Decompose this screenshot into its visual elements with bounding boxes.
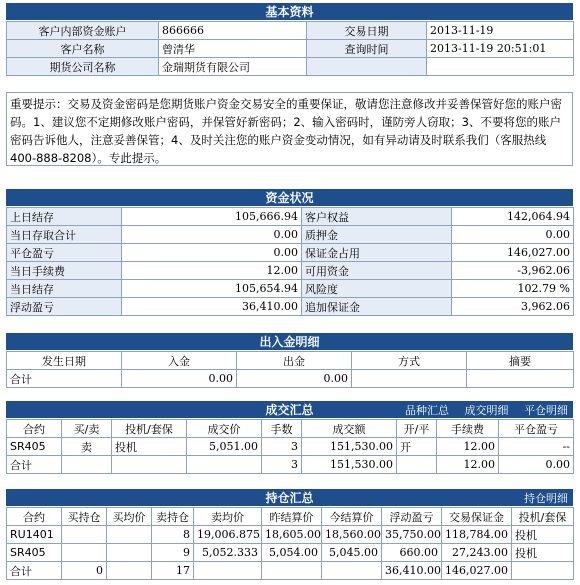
funds-value: 0.00 <box>122 226 302 244</box>
funds-value: -3,962.06 <box>452 262 574 280</box>
funds-row <box>7 226 574 244</box>
position-detail-link[interactable]: 持仓明细 <box>524 492 568 505</box>
trades-table <box>6 419 574 474</box>
empty-cell <box>352 370 467 388</box>
funds-label: 可用资金 <box>302 262 452 280</box>
sell-avg-cell: 5,052.333 <box>194 544 262 562</box>
col-header: 出金 <box>237 352 352 370</box>
float-pnl-cell: 35,750.00 <box>382 526 442 544</box>
contract-cell: SR405 <box>7 544 62 562</box>
contract-cell: SR405 <box>7 438 62 456</box>
col-header: 方式 <box>352 352 467 370</box>
query-time-label: 查询时间 <box>307 40 427 58</box>
buy-avg-cell <box>107 526 152 544</box>
variety-summary-link[interactable]: 品种汇总 <box>405 404 449 417</box>
col-header: 开/平 <box>397 420 437 438</box>
trades-title: 成交汇总 <box>265 403 314 417</box>
trades-total-row <box>7 456 574 474</box>
sell-cell: 8 <box>152 526 194 544</box>
col-header: 买/卖 <box>62 420 112 438</box>
inout-table <box>6 351 574 388</box>
client-name-value: 曾清华 <box>159 40 307 58</box>
funds-row <box>7 262 574 280</box>
col-header: 交易保证金 <box>442 508 512 526</box>
empty-cell <box>62 456 112 474</box>
total-buy: 0 <box>62 562 107 580</box>
col-header: 买持仓 <box>62 508 107 526</box>
inout-header: 出入金明细 <box>6 333 573 350</box>
funds-label: 保证金占用 <box>302 244 452 262</box>
pnl-cell: -- <box>499 438 574 456</box>
positions-links <box>512 490 568 507</box>
buy-avg-cell <box>107 544 152 562</box>
prev-settle-cell: 18,605.00 <box>262 526 322 544</box>
amount-cell: 151,530.00 <box>302 438 397 456</box>
funds-value: 146,027.00 <box>452 244 574 262</box>
close-detail-link[interactable]: 平仓明细 <box>524 404 568 417</box>
settle-cell: 5,045.00 <box>322 544 382 562</box>
total-lots: 3 <box>262 456 302 474</box>
basic-row <box>7 58 574 76</box>
funds-value: 105,654.94 <box>122 280 302 298</box>
account-label: 客户内部资金账户 <box>7 22 159 40</box>
funds-label: 浮动盈亏 <box>7 298 122 316</box>
funds-row <box>7 208 574 226</box>
col-header: 投机/套保 <box>112 420 187 438</box>
contract-cell: RU1401 <box>7 526 62 544</box>
funds-value: 102.79 % <box>452 280 574 298</box>
positions-total-row <box>7 562 574 580</box>
total-label: 合计 <box>7 456 62 474</box>
table-row <box>7 526 574 544</box>
side-cell: 卖 <box>62 438 112 456</box>
empty-cell <box>194 562 262 580</box>
margin-cell: 118,784.00 <box>442 526 512 544</box>
empty-label <box>307 58 427 76</box>
col-header: 浮动盈亏 <box>382 508 442 526</box>
funds-row <box>7 244 574 262</box>
important-notice: 重要提示：交易及资金密码是您期货账户资金交易安全的重要保证，敬请您注意修改并妥善保管好您的账户密码。1、建议您不定期修改账户密码，并保管好新密码；2、输入密码时，谨防旁人窃取；3、不要将您的账户密码告诉他人，注意妥善保管；4、及时关注您的账户资金变动情况，如有异动请及时联系我们（客服热线400-888-8208）。专此提示。 <box>6 92 573 166</box>
total-label: 合计 <box>7 370 122 388</box>
buy-cell <box>62 544 107 562</box>
total-in: 0.00 <box>122 370 237 388</box>
funds-value: 105,666.94 <box>122 208 302 226</box>
basic-info-header: 基本资料 <box>6 3 573 20</box>
funds-label: 追加保证金 <box>302 298 452 316</box>
col-header: 昨结算价 <box>262 508 322 526</box>
total-sell: 17 <box>152 562 194 580</box>
trades-links <box>393 402 568 419</box>
company-label: 期货公司名称 <box>7 58 159 76</box>
fee-cell: 12.00 <box>437 438 499 456</box>
col-header: 平仓盈亏 <box>499 420 574 438</box>
type-cell: 投机 <box>512 526 574 544</box>
empty-value <box>427 58 574 76</box>
inout-header-row <box>7 352 574 370</box>
funds-label: 当日存取合计 <box>7 226 122 244</box>
funds-label: 风险度 <box>302 280 452 298</box>
funds-label: 平仓盈亏 <box>7 244 122 262</box>
positions-title: 持仓汇总 <box>265 491 314 505</box>
col-header: 手数 <box>262 420 302 438</box>
trade-date-label: 交易日期 <box>307 22 427 40</box>
empty-cell <box>467 370 574 388</box>
type-cell: 投机 <box>112 438 187 456</box>
funds-value: 0.00 <box>122 244 302 262</box>
col-header: 成交额 <box>302 420 397 438</box>
type-cell: 投机 <box>512 544 574 562</box>
total-amount: 151,530.00 <box>302 456 397 474</box>
margin-cell: 27,243.00 <box>442 544 512 562</box>
settle-cell: 18,560.00 <box>322 526 382 544</box>
float-pnl-cell: 660.00 <box>382 544 442 562</box>
empty-cell <box>397 456 437 474</box>
trades-header <box>6 401 573 418</box>
empty-cell <box>107 562 152 580</box>
funds-value: 3,962.06 <box>452 298 574 316</box>
col-header: 卖持仓 <box>152 508 194 526</box>
col-header: 买均价 <box>107 508 152 526</box>
sell-cell: 9 <box>152 544 194 562</box>
total-margin: 146,027.00 <box>442 562 512 580</box>
inout-total-row <box>7 370 574 388</box>
funds-label: 上日结存 <box>7 208 122 226</box>
col-header: 今结算价 <box>322 508 382 526</box>
table-row <box>7 544 574 562</box>
funds-value: 142,064.94 <box>452 208 574 226</box>
funds-value: 12.00 <box>122 262 302 280</box>
total-fee: 12.00 <box>437 456 499 474</box>
total-out: 0.00 <box>237 370 352 388</box>
basic-info-table <box>6 21 574 76</box>
positions-header-row <box>7 508 574 526</box>
buy-cell <box>62 526 107 544</box>
funds-label: 当日手续费 <box>7 262 122 280</box>
funds-value: 0.00 <box>452 226 574 244</box>
positions-table <box>6 507 574 580</box>
query-time-value: 2013-11-19 20:51:01 <box>427 40 574 58</box>
funds-table <box>6 207 574 316</box>
funds-row <box>7 280 574 298</box>
trade-date-value: 2013-11-19 <box>427 22 574 40</box>
lots-cell: 3 <box>262 438 302 456</box>
empty-cell <box>322 562 382 580</box>
positions-header <box>6 489 573 506</box>
open-close-cell: 开 <box>397 438 437 456</box>
basic-row <box>7 40 574 58</box>
col-header: 入金 <box>122 352 237 370</box>
col-header: 卖均价 <box>194 508 262 526</box>
empty-cell <box>262 562 322 580</box>
table-row <box>7 438 574 456</box>
total-label: 合计 <box>7 562 62 580</box>
client-name-label: 客户名称 <box>7 40 159 58</box>
empty-cell <box>512 562 574 580</box>
funds-label: 当日结存 <box>7 280 122 298</box>
prev-settle-cell: 5,054.00 <box>262 544 322 562</box>
funds-value: 36,410.00 <box>122 298 302 316</box>
empty-cell <box>187 456 262 474</box>
col-header: 成交价 <box>187 420 262 438</box>
col-header: 合约 <box>7 508 62 526</box>
col-header: 投机/套保 <box>512 508 574 526</box>
col-header: 合约 <box>7 420 62 438</box>
trade-detail-link[interactable]: 成交明细 <box>464 404 509 417</box>
col-header: 摘要 <box>467 352 574 370</box>
price-cell: 5,051.00 <box>187 438 262 456</box>
funds-row <box>7 298 574 316</box>
total-float: 36,410.00 <box>382 562 442 580</box>
col-header: 发生日期 <box>7 352 122 370</box>
basic-row <box>7 22 574 40</box>
funds-label: 质押金 <box>302 226 452 244</box>
total-pnl: 0.00 <box>499 456 574 474</box>
funds-header: 资金状况 <box>6 189 573 206</box>
sell-avg-cell: 19,006.875 <box>194 526 262 544</box>
col-header: 手续费 <box>437 420 499 438</box>
funds-label: 客户权益 <box>302 208 452 226</box>
company-value: 金瑞期货有限公司 <box>159 58 307 76</box>
trades-header-row <box>7 420 574 438</box>
account-value: 866666 <box>159 22 307 40</box>
empty-cell <box>112 456 187 474</box>
